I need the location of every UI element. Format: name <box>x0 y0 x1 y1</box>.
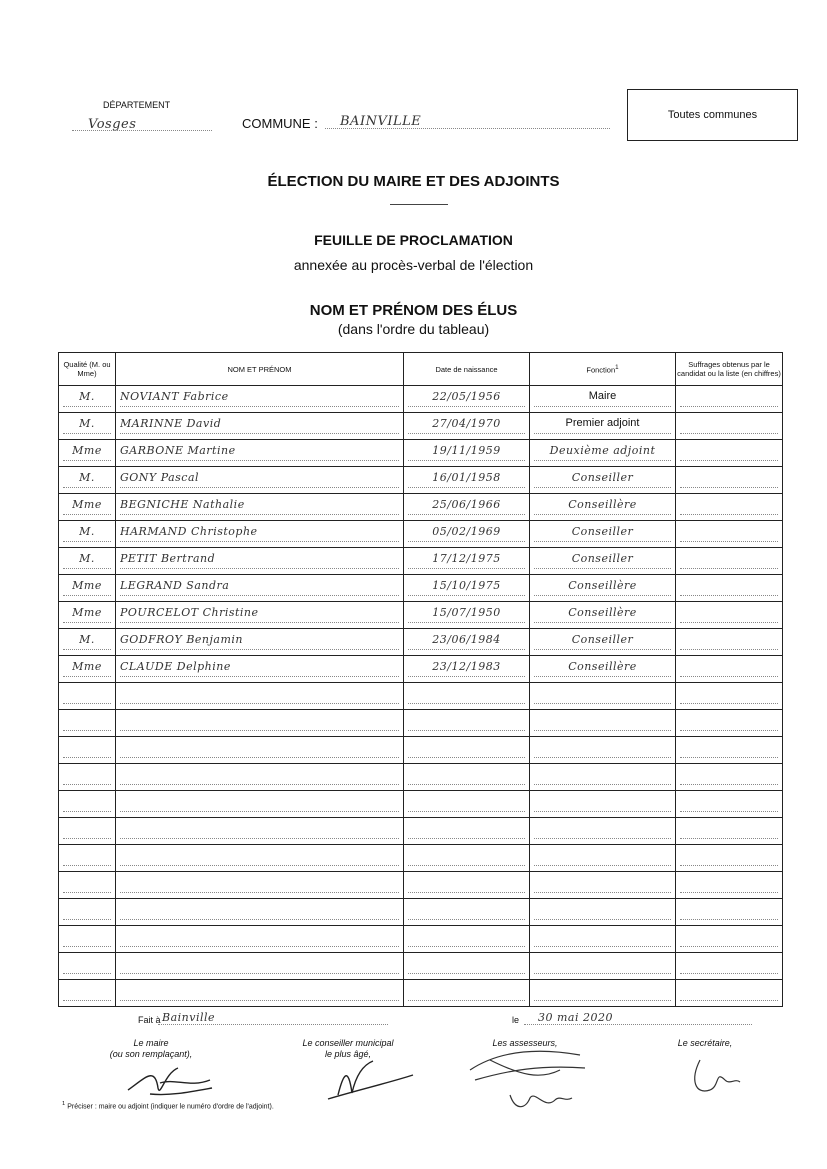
empty-line <box>534 903 671 920</box>
cell-naissance-empty <box>404 764 530 791</box>
fonction-value: Conseiller <box>534 525 671 542</box>
empty-line <box>680 903 778 920</box>
cell-naissance-empty <box>404 710 530 737</box>
empty-line <box>408 768 525 785</box>
cell-qualite <box>59 413 116 440</box>
qualite-value: M. <box>63 525 111 542</box>
cell-naissance <box>404 548 530 575</box>
cell-naissance <box>404 386 530 413</box>
table-row <box>59 575 783 602</box>
qualite-value: M. <box>63 552 111 569</box>
cell-fonction-empty <box>530 683 676 710</box>
empty-line <box>680 768 778 785</box>
commune-value: BAINVILLE <box>340 114 422 129</box>
empty-line <box>63 903 111 920</box>
cell-nom <box>116 440 404 467</box>
cell-nom-empty <box>116 926 404 953</box>
cell-nom <box>116 575 404 602</box>
cell-naissance-empty <box>404 791 530 818</box>
table-row <box>59 656 783 683</box>
proclamation-title: FEUILLE DE PROCLAMATION <box>314 232 513 248</box>
cell-qualite <box>59 386 116 413</box>
qualite-value: M. <box>63 633 111 650</box>
empty-line <box>120 768 399 785</box>
cell-suffrages-empty <box>676 818 783 845</box>
empty-line <box>408 984 525 1001</box>
empty-line <box>534 930 671 947</box>
nom-value: MARINNE David <box>120 417 399 434</box>
empty-line <box>120 957 399 974</box>
empty-line <box>63 849 111 866</box>
commune-type-box <box>627 89 798 141</box>
cell-naissance <box>404 413 530 440</box>
cell-suffrages <box>676 548 783 575</box>
cell-fonction-empty <box>530 710 676 737</box>
cell-suffrages <box>676 575 783 602</box>
table-row-empty <box>59 872 783 899</box>
empty-line <box>408 687 525 704</box>
cell-qualite <box>59 467 116 494</box>
footnote-text: Préciser : maire ou adjoint (indiquer le numéro d'ordre de l'adjoint). <box>67 1103 274 1111</box>
empty-line <box>534 687 671 704</box>
cell-nom <box>116 656 404 683</box>
empty-line <box>120 687 399 704</box>
cell-nom-empty <box>116 791 404 818</box>
naissance-value: 05/02/1969 <box>408 525 525 542</box>
naissance-value: 23/12/1983 <box>408 660 525 677</box>
empty-line <box>120 876 399 893</box>
cell-nom <box>116 413 404 440</box>
cell-suffrages-empty <box>676 926 783 953</box>
nom-value: NOVIANT Fabrice <box>120 390 399 407</box>
naissance-value: 16/01/1958 <box>408 471 525 488</box>
empty-line <box>534 876 671 893</box>
cell-qualite <box>59 575 116 602</box>
empty-line <box>408 957 525 974</box>
empty-line <box>680 849 778 866</box>
naissance-value: 23/06/1984 <box>408 633 525 650</box>
cell-qualite-empty <box>59 953 116 980</box>
empty-line <box>120 822 399 839</box>
cell-nom-empty <box>116 899 404 926</box>
nom-value: BEGNICHE Nathalie <box>120 498 399 515</box>
nom-value: HARMAND Christophe <box>120 525 399 542</box>
cell-nom-empty <box>116 710 404 737</box>
empty-line <box>680 687 778 704</box>
cell-suffrages <box>676 467 783 494</box>
cell-qualite <box>59 548 116 575</box>
cell-naissance-empty <box>404 683 530 710</box>
suffrages-value <box>680 660 778 677</box>
empty-line <box>63 687 111 704</box>
fonction-value: Conseillère <box>534 498 671 515</box>
qualite-value: Mme <box>63 660 111 677</box>
suffrages-value <box>680 498 778 515</box>
suffrages-value <box>680 606 778 623</box>
naissance-value: 15/07/1950 <box>408 606 525 623</box>
table-row <box>59 467 783 494</box>
cell-naissance-empty <box>404 899 530 926</box>
table-row <box>59 548 783 575</box>
cell-nom <box>116 602 404 629</box>
cell-qualite <box>59 521 116 548</box>
cell-fonction-empty <box>530 737 676 764</box>
empty-line <box>534 849 671 866</box>
conseiller-label: Le conseiller municipal le plus âgé, <box>302 1038 394 1060</box>
qualite-value: Mme <box>63 498 111 515</box>
cell-naissance <box>404 629 530 656</box>
empty-line <box>680 822 778 839</box>
cell-fonction <box>530 494 676 521</box>
cell-fonction-empty <box>530 953 676 980</box>
table-row <box>59 521 783 548</box>
cell-fonction <box>530 548 676 575</box>
cell-suffrages <box>676 386 783 413</box>
empty-line <box>680 930 778 947</box>
cell-nom-empty <box>116 845 404 872</box>
table-row <box>59 602 783 629</box>
footnote <box>62 1101 274 1110</box>
cell-naissance <box>404 656 530 683</box>
table-row <box>59 413 783 440</box>
conseiller-signature <box>318 1055 418 1105</box>
suffrages-value <box>680 579 778 596</box>
le-date: 30 mai 2020 <box>538 1011 613 1024</box>
cell-naissance-empty <box>404 953 530 980</box>
cell-fonction-empty <box>530 872 676 899</box>
cell-fonction <box>530 413 676 440</box>
departement-value: Vosges <box>88 117 137 132</box>
table-row-empty <box>59 953 783 980</box>
cell-nom <box>116 386 404 413</box>
footnote-marker: 1 <box>62 1101 66 1107</box>
cell-qualite <box>59 629 116 656</box>
empty-line <box>120 984 399 1001</box>
cell-nom <box>116 521 404 548</box>
qualite-value: M. <box>63 471 111 488</box>
empty-line <box>680 714 778 731</box>
maire-signature <box>120 1058 220 1103</box>
cell-qualite-empty <box>59 710 116 737</box>
cell-fonction-empty <box>530 980 676 1007</box>
cell-suffrages-empty <box>676 737 783 764</box>
cell-qualite <box>59 602 116 629</box>
assesseurs-signature <box>460 1040 600 1115</box>
fonction-value: Conseillère <box>534 660 671 677</box>
empty-line <box>408 714 525 731</box>
cell-suffrages <box>676 602 783 629</box>
suffrages-value <box>680 471 778 488</box>
cell-suffrages-empty <box>676 683 783 710</box>
cell-suffrages-empty <box>676 710 783 737</box>
cell-naissance <box>404 521 530 548</box>
title-divider <box>390 204 448 205</box>
table-body <box>59 386 783 1007</box>
fait-label: Fait à <box>138 1015 161 1025</box>
empty-line <box>63 930 111 947</box>
le-line <box>524 1024 752 1025</box>
suffrages-value <box>680 633 778 650</box>
table-row-empty <box>59 980 783 1007</box>
naissance-value: 27/04/1970 <box>408 417 525 434</box>
table-row-empty <box>59 845 783 872</box>
qualite-value: Mme <box>63 444 111 461</box>
fait-lieu: Bainville <box>162 1011 216 1024</box>
commune-line <box>325 128 610 129</box>
fonction-value: Conseiller <box>534 471 671 488</box>
empty-line <box>534 768 671 785</box>
cell-qualite <box>59 494 116 521</box>
table-row-empty <box>59 737 783 764</box>
departement-line <box>72 130 212 131</box>
cell-fonction <box>530 386 676 413</box>
cell-suffrages <box>676 629 783 656</box>
empty-line <box>408 930 525 947</box>
table-row-empty <box>59 926 783 953</box>
qualite-value: Mme <box>63 606 111 623</box>
cell-suffrages <box>676 440 783 467</box>
cell-naissance-empty <box>404 737 530 764</box>
cell-naissance-empty <box>404 980 530 1007</box>
elus-table <box>58 352 783 1007</box>
table-header-row <box>59 353 783 386</box>
secretaire-label: Le secrétaire, <box>677 1038 733 1048</box>
cell-suffrages-empty <box>676 764 783 791</box>
header-naissance: Date de naissance <box>404 353 530 386</box>
empty-line <box>680 876 778 893</box>
cell-qualite-empty <box>59 872 116 899</box>
empty-line <box>120 930 399 947</box>
cell-qualite-empty <box>59 818 116 845</box>
empty-line <box>408 741 525 758</box>
cell-fonction <box>530 440 676 467</box>
header-nom: NOM ET PRÉNOM <box>116 353 404 386</box>
empty-line <box>408 903 525 920</box>
empty-line <box>534 822 671 839</box>
suffrages-value <box>680 390 778 407</box>
cell-suffrages-empty <box>676 980 783 1007</box>
header-suffrages: Suffrages obtenus par le candidat ou la liste (en chiffres) <box>676 353 783 386</box>
cell-qualite-empty <box>59 926 116 953</box>
list-title: NOM ET PRÉNOM DES ÉLUS <box>309 302 518 319</box>
table-row-empty <box>59 899 783 926</box>
empty-line <box>534 984 671 1001</box>
empty-line <box>534 714 671 731</box>
secretaire-signature <box>685 1050 745 1100</box>
le-label: le <box>512 1015 520 1025</box>
table-row-empty <box>59 791 783 818</box>
cell-nom-empty <box>116 872 404 899</box>
cell-qualite-empty <box>59 764 116 791</box>
empty-line <box>408 822 525 839</box>
cell-fonction <box>530 629 676 656</box>
nom-value: GONY Pascal <box>120 471 399 488</box>
table-row <box>59 629 783 656</box>
table-row-empty <box>59 818 783 845</box>
cell-nom <box>116 467 404 494</box>
empty-line <box>120 903 399 920</box>
fonction-value: Conseillère <box>534 606 671 623</box>
fonction-value: Conseillère <box>534 579 671 596</box>
header-qualite: Qualité (M. ou Mme) <box>59 353 116 386</box>
cell-fonction <box>530 521 676 548</box>
empty-line <box>63 741 111 758</box>
fonction-value: Premier adjoint <box>534 417 671 434</box>
empty-line <box>63 795 111 812</box>
cell-naissance <box>404 602 530 629</box>
qualite-value: M. <box>63 390 111 407</box>
empty-line <box>63 768 111 785</box>
cell-fonction-empty <box>530 899 676 926</box>
empty-line <box>63 876 111 893</box>
empty-line <box>680 984 778 1001</box>
empty-line <box>408 795 525 812</box>
commune-label: COMMUNE : <box>242 116 318 131</box>
cell-qualite-empty <box>59 899 116 926</box>
empty-line <box>63 822 111 839</box>
cell-qualite-empty <box>59 683 116 710</box>
table-row-empty <box>59 764 783 791</box>
nom-value: CLAUDE Delphine <box>120 660 399 677</box>
cell-nom <box>116 494 404 521</box>
table-row <box>59 440 783 467</box>
cell-fonction <box>530 575 676 602</box>
empty-line <box>120 795 399 812</box>
cell-fonction <box>530 467 676 494</box>
cell-suffrages <box>676 656 783 683</box>
table-row-empty <box>59 683 783 710</box>
table-row-empty <box>59 710 783 737</box>
nom-value: GODFROY Benjamin <box>120 633 399 650</box>
qualite-value: Mme <box>63 579 111 596</box>
cell-nom-empty <box>116 953 404 980</box>
cell-fonction-empty <box>530 926 676 953</box>
cell-suffrages-empty <box>676 791 783 818</box>
cell-fonction-empty <box>530 845 676 872</box>
cell-nom-empty <box>116 818 404 845</box>
suffrages-value <box>680 444 778 461</box>
fonction-value: Conseiller <box>534 552 671 569</box>
table-row <box>59 494 783 521</box>
list-subtitle: (dans l'ordre du tableau) <box>337 321 490 337</box>
empty-line <box>120 714 399 731</box>
empty-line <box>63 984 111 1001</box>
naissance-value: 15/10/1975 <box>408 579 525 596</box>
departement-label: DÉPARTEMENT <box>103 100 171 110</box>
empty-line <box>680 957 778 974</box>
header-fonction-label: Fonction <box>586 365 616 375</box>
page-title: ÉLECTION DU MAIRE ET DES ADJOINTS <box>267 173 560 190</box>
table-row <box>59 386 783 413</box>
cell-suffrages <box>676 413 783 440</box>
cell-qualite-empty <box>59 845 116 872</box>
empty-line <box>120 741 399 758</box>
cell-suffrages-empty <box>676 872 783 899</box>
cell-naissance <box>404 467 530 494</box>
empty-line <box>408 876 525 893</box>
cell-qualite-empty <box>59 980 116 1007</box>
cell-fonction <box>530 656 676 683</box>
cell-nom-empty <box>116 683 404 710</box>
cell-fonction-empty <box>530 818 676 845</box>
cell-suffrages <box>676 494 783 521</box>
cell-nom-empty <box>116 737 404 764</box>
nom-value: LEGRAND Sandra <box>120 579 399 596</box>
empty-line <box>534 957 671 974</box>
proclamation-annex: annexée au procès-verbal de l'élection <box>293 257 534 273</box>
empty-line <box>534 741 671 758</box>
cell-naissance <box>404 575 530 602</box>
nom-value: POURCELOT Christine <box>120 606 399 623</box>
empty-line <box>120 849 399 866</box>
assesseurs-label: Les assesseurs, <box>492 1038 558 1048</box>
cell-naissance-empty <box>404 926 530 953</box>
cell-naissance <box>404 494 530 521</box>
cell-naissance <box>404 440 530 467</box>
naissance-value: 19/11/1959 <box>408 444 525 461</box>
naissance-value: 17/12/1975 <box>408 552 525 569</box>
header-fonction <box>530 353 676 386</box>
suffrages-value <box>680 525 778 542</box>
cell-nom-empty <box>116 764 404 791</box>
suffrages-value <box>680 552 778 569</box>
empty-line <box>408 849 525 866</box>
empty-line <box>680 741 778 758</box>
cell-qualite <box>59 656 116 683</box>
empty-line <box>534 795 671 812</box>
fonction-value: Deuxième adjoint <box>534 444 671 461</box>
cell-fonction-empty <box>530 791 676 818</box>
nom-value: PETIT Bertrand <box>120 552 399 569</box>
cell-nom <box>116 548 404 575</box>
suffrages-value <box>680 417 778 434</box>
cell-naissance-empty <box>404 845 530 872</box>
cell-naissance-empty <box>404 818 530 845</box>
commune-type-text: Toutes communes <box>667 109 758 121</box>
cell-naissance-empty <box>404 872 530 899</box>
qualite-value: M. <box>63 417 111 434</box>
cell-qualite-empty <box>59 791 116 818</box>
fait-line <box>158 1024 388 1025</box>
cell-fonction-empty <box>530 764 676 791</box>
fonction-value: Conseiller <box>534 633 671 650</box>
empty-line <box>680 795 778 812</box>
cell-qualite-empty <box>59 737 116 764</box>
header-fonction-footnote-ref: 1 <box>615 363 619 371</box>
cell-suffrages-empty <box>676 845 783 872</box>
cell-suffrages <box>676 521 783 548</box>
nom-value: GARBONE Martine <box>120 444 399 461</box>
naissance-value: 25/06/1966 <box>408 498 525 515</box>
naissance-value: 22/05/1956 <box>408 390 525 407</box>
fonction-value: Maire <box>534 390 671 407</box>
empty-line <box>63 957 111 974</box>
cell-qualite <box>59 440 116 467</box>
cell-nom-empty <box>116 980 404 1007</box>
cell-fonction <box>530 602 676 629</box>
maire-label: Le maire (ou son remplaçant), <box>109 1038 193 1060</box>
empty-line <box>63 714 111 731</box>
cell-nom <box>116 629 404 656</box>
cell-suffrages-empty <box>676 899 783 926</box>
cell-suffrages-empty <box>676 953 783 980</box>
